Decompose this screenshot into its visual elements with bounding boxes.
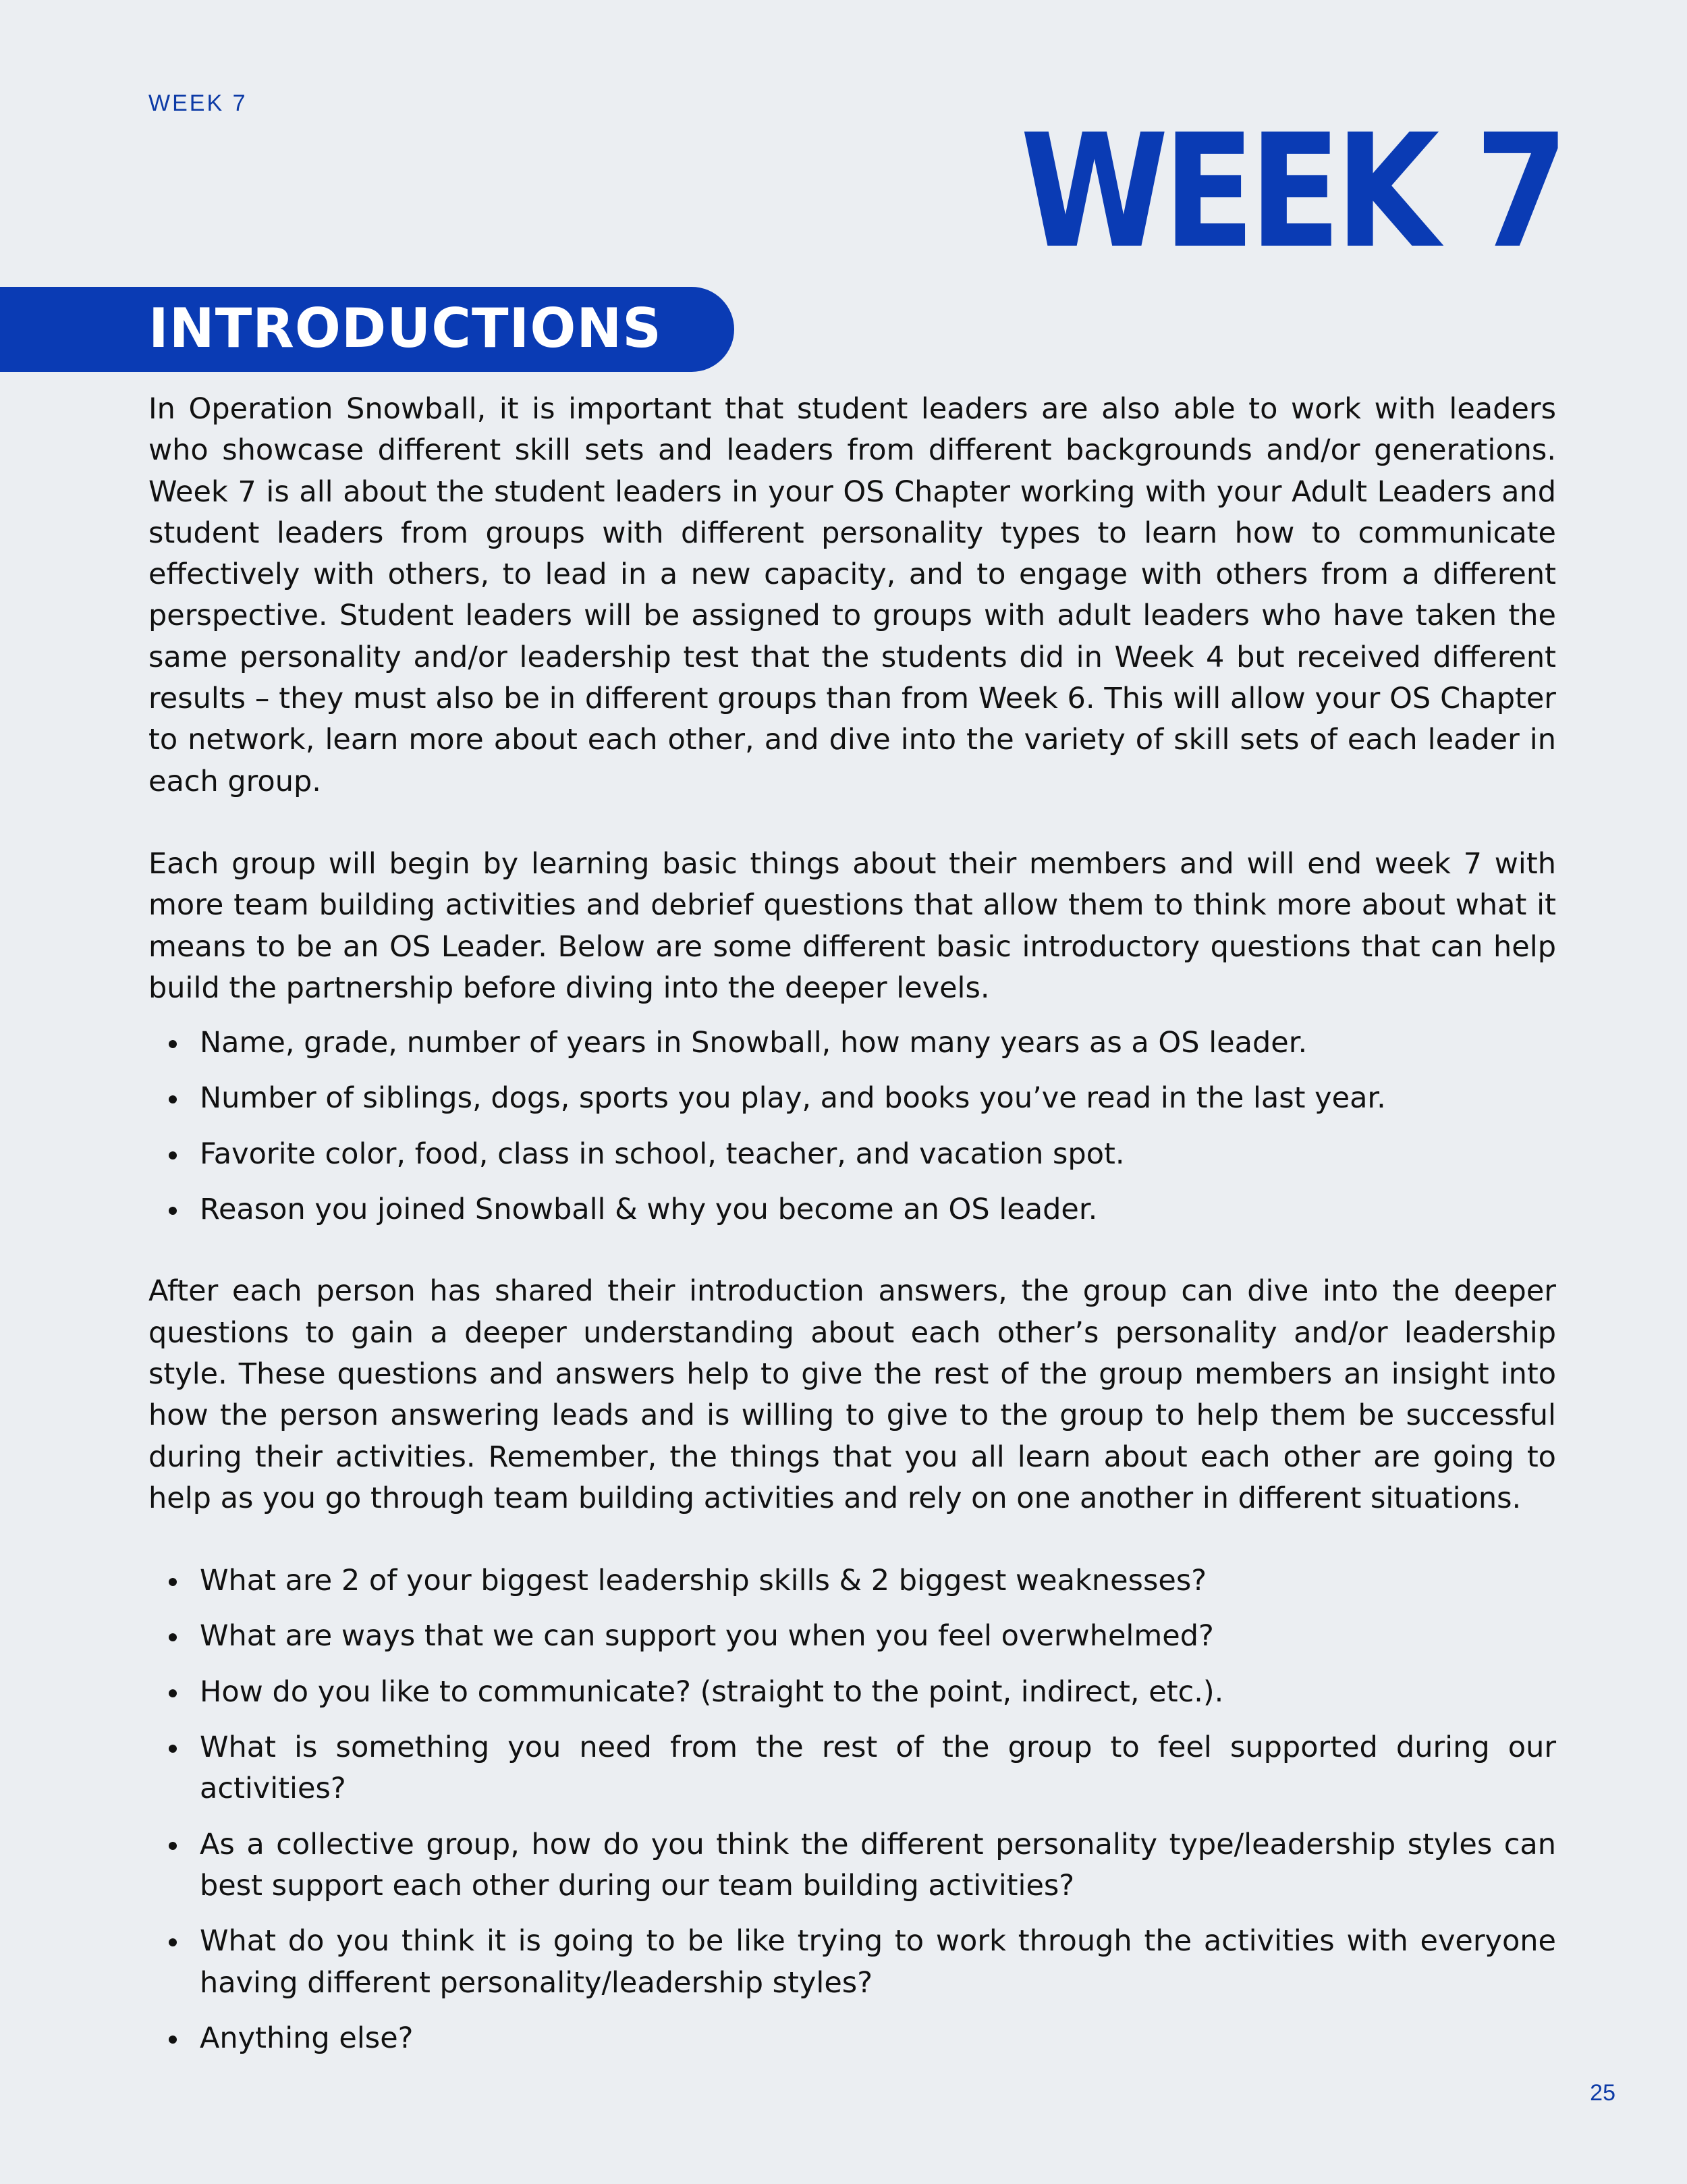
- deeper-questions-list: [148, 1560, 1556, 2059]
- list-item: What is something you need from the rest of the group to feel supported during our activities?: [148, 1727, 1556, 1810]
- page-number: 25: [1590, 2080, 1615, 2106]
- list-item: Number of siblings, dogs, sports you play, and books you’ve read in the last year.: [148, 1078, 1556, 1119]
- main-content: [148, 389, 1556, 2073]
- basic-questions-paragraph: Each group will begin by learning basic things about their members and will end week 7 with more team building activities and debrief questions that allow them to think more about what it means to be an OS Leader. Below are some different basic introductory questions that can help build the partnership before diving into the deeper levels.: [148, 846, 1556, 1005]
- intro-questions-list: [148, 1022, 1556, 1230]
- list-item: What are 2 of your biggest leadership skills & 2 biggest weaknesses?: [148, 1560, 1556, 1602]
- running-header: WEEK 7: [148, 90, 248, 116]
- list-item: Favorite color, food, class in school, teacher, and vacation spot.: [148, 1134, 1556, 1175]
- intro-paragraph: In Operation Snowball, it is important that student leaders are also able to work with leaders who showcase different skill sets and leaders from different backgrounds and/or generations. Week 7 is all about the student leaders in your OS Chapter working with your Adult Leaders and student leaders from groups with different personality types to learn how to communicate effectively with others, to lead in a new capacity, and to engage with others from a different perspective. Student leaders will be assigned to groups with adult leaders who have taken the same personality and/or leadership test that the students did in Week 4 but received different results – they must also be in different groups than from Week 6. This will allow your OS Chapter to network, learn more about each other, and dive into the variety of skill sets of each leader in each group.: [148, 392, 1556, 798]
- list-item: What do you think it is going to be like trying to work through the activities with everyone having different personality/leadership styles?: [148, 1921, 1556, 2004]
- deeper-questions-paragraph: After each person has shared their introduction answers, the group can dive into the deeper questions to gain a deeper understanding about each other’s personality and/or leadership style. These questions and answers help to give the rest of the group members an insight into how the person answering leads and is willing to give to the group to help them be successful during their activities. Remember, the things that you all learn about each other are going to help as you go through team building activities and rely on one another in different situations.: [148, 1274, 1556, 1515]
- list-item: As a collective group, how do you think the different personality type/leadership styles can best support each other during our team building activities?: [148, 1824, 1556, 1907]
- section-title: INTRODUCTIONS: [148, 297, 662, 360]
- page-title: WEEK 7: [1020, 101, 1563, 283]
- list-item: Anything else?: [148, 2018, 1556, 2059]
- list-item: Reason you joined Snowball & why you become an OS leader.: [148, 1189, 1556, 1230]
- list-item: What are ways that we can support you when you feel overwhelmed?: [148, 1616, 1556, 1657]
- section-banner: [0, 287, 734, 372]
- list-item: How do you like to communicate? (straight to the point, indirect, etc.).: [148, 1672, 1556, 1713]
- list-item: Name, grade, number of years in Snowball, how many years as a OS leader.: [148, 1022, 1556, 1064]
